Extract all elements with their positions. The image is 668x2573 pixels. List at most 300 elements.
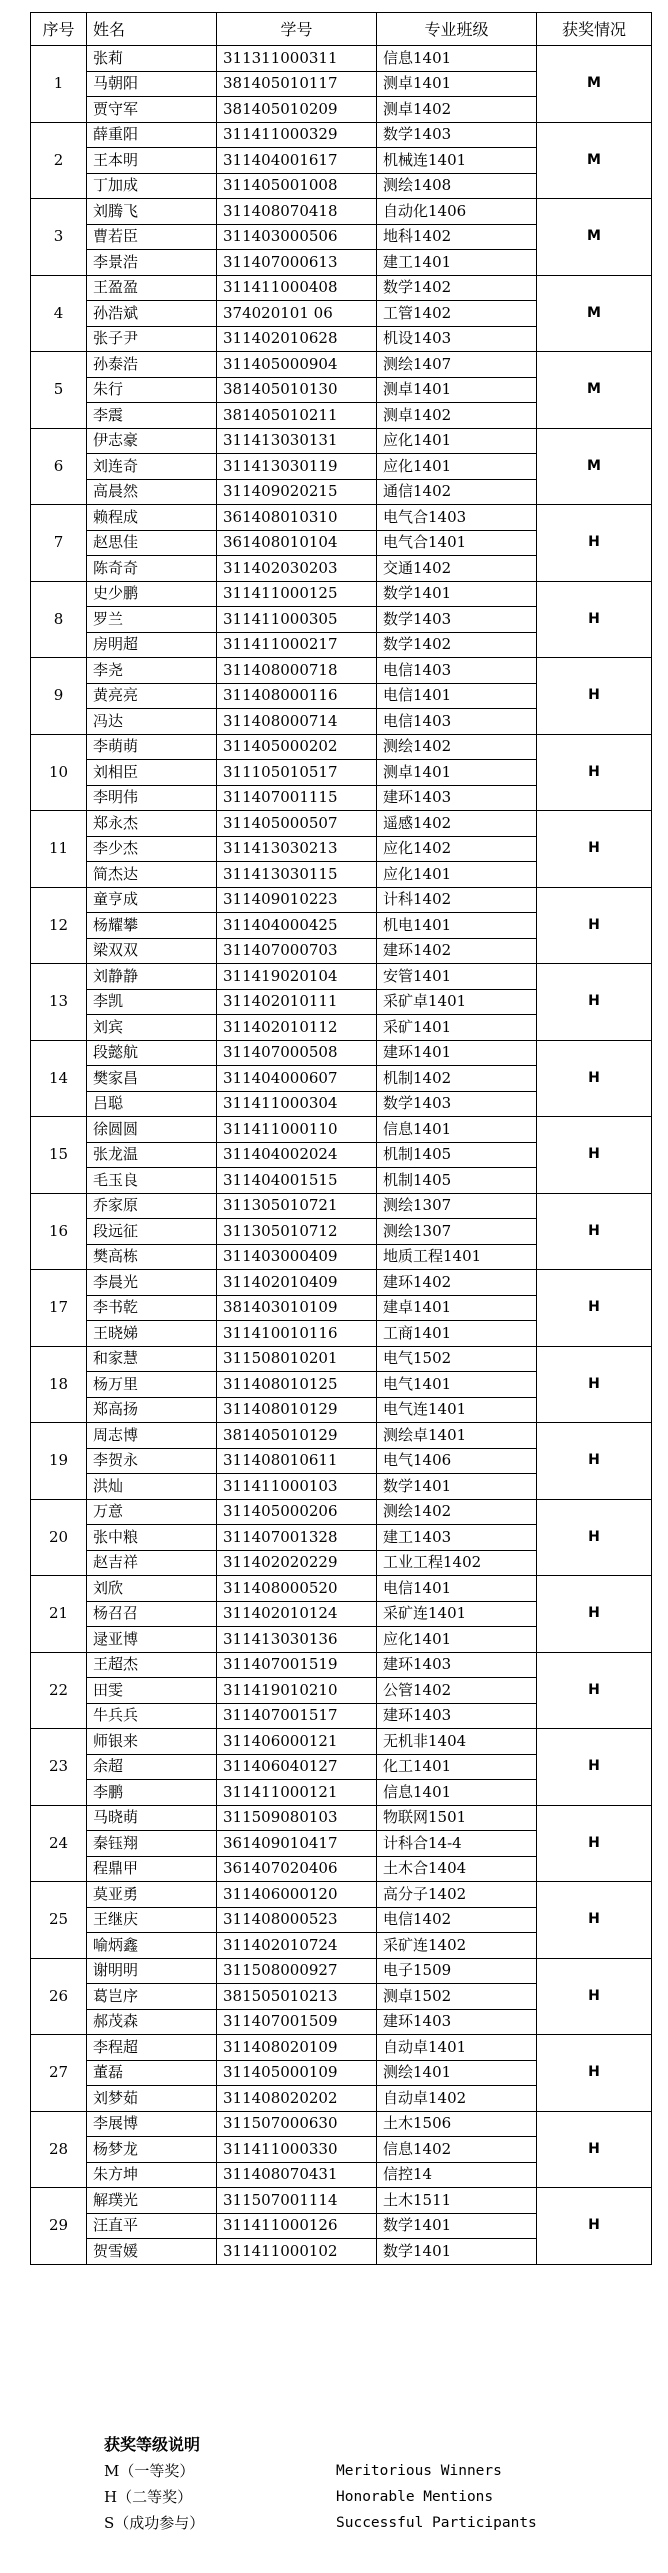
member-student-id: 311405000507 xyxy=(217,811,377,837)
member-student-id: 311402010124 xyxy=(217,1601,377,1627)
member-name: 周志博 xyxy=(87,1423,217,1449)
member-major-class: 建卓1401 xyxy=(377,1295,537,1321)
legend-code: S（成功参与） xyxy=(104,2514,205,2532)
team-index: 23 xyxy=(31,1729,87,1806)
member-name: 郑高扬 xyxy=(87,1397,217,1423)
member-major-class: 电信1403 xyxy=(377,658,537,684)
member-name: 李萌萌 xyxy=(87,734,217,760)
legend-item xyxy=(104,2510,644,2536)
member-major-class: 无机非1404 xyxy=(377,1729,537,1755)
member-name: 李书乾 xyxy=(87,1295,217,1321)
member-major-class: 测卓1502 xyxy=(377,1984,537,2010)
header-student-id: 学号 xyxy=(217,13,377,46)
member-major-class: 测绘卓1401 xyxy=(377,1423,537,1449)
member-name: 李尧 xyxy=(87,658,217,684)
member-student-id: 311402010409 xyxy=(217,1270,377,1296)
member-student-id: 311413030131 xyxy=(217,428,377,454)
member-name: 简杰达 xyxy=(87,862,217,888)
table-row xyxy=(31,46,652,72)
member-name: 罗兰 xyxy=(87,607,217,633)
member-major-class: 电信1402 xyxy=(377,1907,537,1933)
member-major-class: 电气合1401 xyxy=(377,530,537,556)
team-index: 9 xyxy=(31,658,87,735)
team-index: 28 xyxy=(31,2111,87,2188)
member-name: 吕聪 xyxy=(87,1091,217,1117)
member-major-class: 应化1401 xyxy=(377,428,537,454)
legend-item xyxy=(104,2458,644,2484)
table-row xyxy=(31,658,652,684)
team-award: M xyxy=(537,428,652,505)
team-award: H xyxy=(537,2188,652,2265)
member-name: 汪直平 xyxy=(87,2213,217,2239)
member-name: 莫亚勇 xyxy=(87,1882,217,1908)
member-major-class: 工商1401 xyxy=(377,1321,537,1347)
member-major-class: 建工1401 xyxy=(377,250,537,276)
member-student-id: 311403000506 xyxy=(217,224,377,250)
member-student-id: 311411000110 xyxy=(217,1117,377,1143)
team-award: M xyxy=(537,122,652,199)
table-row xyxy=(31,1346,652,1372)
member-name: 葛岂序 xyxy=(87,1984,217,2010)
member-name: 薛重阳 xyxy=(87,122,217,148)
member-major-class: 测卓1402 xyxy=(377,97,537,123)
member-student-id: 311408000116 xyxy=(217,683,377,709)
member-major-class: 电气合1403 xyxy=(377,505,537,531)
member-student-id: 311402010112 xyxy=(217,1015,377,1041)
table-row xyxy=(31,352,652,378)
header-row xyxy=(31,13,652,46)
member-student-id: 311408070418 xyxy=(217,199,377,225)
team-award: H xyxy=(537,1729,652,1806)
member-major-class: 机械连1401 xyxy=(377,148,537,174)
header-major-class: 专业班级 xyxy=(377,13,537,46)
member-name: 田雯 xyxy=(87,1678,217,1704)
member-major-class: 计科合14-4 xyxy=(377,1831,537,1857)
legend-code: H（二等奖） xyxy=(104,2488,193,2506)
member-major-class: 建环1403 xyxy=(377,1703,537,1729)
member-student-id: 311410010116 xyxy=(217,1321,377,1347)
member-major-class: 电信1403 xyxy=(377,709,537,735)
member-name: 乔家原 xyxy=(87,1193,217,1219)
member-major-class: 信息1402 xyxy=(377,2137,537,2163)
member-name: 张中粮 xyxy=(87,1525,217,1551)
member-name: 刘梦茹 xyxy=(87,2086,217,2112)
award-table xyxy=(30,12,652,2265)
team-index: 21 xyxy=(31,1576,87,1653)
member-student-id: 311508000927 xyxy=(217,1958,377,1984)
team-award: H xyxy=(537,964,652,1041)
member-name: 刘宾 xyxy=(87,1015,217,1041)
member-student-id: 311407001115 xyxy=(217,785,377,811)
member-student-id: 311403000409 xyxy=(217,1244,377,1270)
member-major-class: 数学1402 xyxy=(377,632,537,658)
member-major-class: 数学1403 xyxy=(377,1091,537,1117)
team-index: 29 xyxy=(31,2188,87,2265)
member-name: 房明超 xyxy=(87,632,217,658)
legend-title: 获奖等级说明 xyxy=(104,2435,201,2454)
table-row xyxy=(31,428,652,454)
member-name: 刘腾飞 xyxy=(87,199,217,225)
team-award: M xyxy=(537,199,652,276)
member-student-id: 311411000329 xyxy=(217,122,377,148)
team-award: H xyxy=(537,658,652,735)
member-major-class: 土木1511 xyxy=(377,2188,537,2214)
member-student-id: 311508010201 xyxy=(217,1346,377,1372)
table-row xyxy=(31,275,652,301)
member-name: 谢明明 xyxy=(87,1958,217,1984)
member-major-class: 电子1509 xyxy=(377,1958,537,1984)
table-row xyxy=(31,1270,652,1296)
member-name: 赵思佳 xyxy=(87,530,217,556)
member-student-id: 311407000613 xyxy=(217,250,377,276)
member-student-id: 374020101 06 xyxy=(217,301,377,327)
member-major-class: 自动卓1402 xyxy=(377,2086,537,2112)
team-index: 4 xyxy=(31,275,87,352)
team-index: 27 xyxy=(31,2035,87,2112)
member-name: 贾守军 xyxy=(87,97,217,123)
team-award: H xyxy=(537,1958,652,2035)
member-student-id: 311408000520 xyxy=(217,1576,377,1602)
member-student-id: 311408000718 xyxy=(217,658,377,684)
member-major-class: 建环1402 xyxy=(377,938,537,964)
team-index: 17 xyxy=(31,1270,87,1347)
member-student-id: 381405010129 xyxy=(217,1423,377,1449)
member-major-class: 测卓1402 xyxy=(377,403,537,429)
team-index: 3 xyxy=(31,199,87,276)
member-student-id: 311419020104 xyxy=(217,964,377,990)
table-row xyxy=(31,1882,652,1908)
member-student-id: 311409010223 xyxy=(217,887,377,913)
table-row xyxy=(31,1040,652,1066)
header-award: 获奖情况 xyxy=(537,13,652,46)
member-name: 洪灿 xyxy=(87,1474,217,1500)
member-student-id: 311411000330 xyxy=(217,2137,377,2163)
member-name: 李明伟 xyxy=(87,785,217,811)
member-student-id: 311405000206 xyxy=(217,1499,377,1525)
member-major-class: 测绘1402 xyxy=(377,1499,537,1525)
member-major-class: 应化1401 xyxy=(377,1627,537,1653)
member-name: 牛兵兵 xyxy=(87,1703,217,1729)
member-name: 张莉 xyxy=(87,46,217,72)
member-major-class: 测卓1401 xyxy=(377,760,537,786)
team-award: H xyxy=(537,1499,652,1576)
legend-english: Honorable Mentions xyxy=(336,2489,494,2505)
member-major-class: 工业工程1402 xyxy=(377,1550,537,1576)
award-legend xyxy=(104,2432,644,2536)
member-name: 李凯 xyxy=(87,989,217,1015)
team-index: 1 xyxy=(31,46,87,123)
member-student-id: 311311000311 xyxy=(217,46,377,72)
table-row xyxy=(31,1576,652,1602)
member-name: 王盈盈 xyxy=(87,275,217,301)
legend-item xyxy=(104,2484,644,2510)
member-major-class: 采矿1401 xyxy=(377,1015,537,1041)
member-name: 李晨光 xyxy=(87,1270,217,1296)
table-row xyxy=(31,2111,652,2137)
member-name: 杨梦龙 xyxy=(87,2137,217,2163)
team-award: M xyxy=(537,275,652,352)
member-major-class: 建环1403 xyxy=(377,785,537,811)
member-major-class: 数学1403 xyxy=(377,122,537,148)
member-major-class: 遥感1402 xyxy=(377,811,537,837)
member-major-class: 自动卓1401 xyxy=(377,2035,537,2061)
member-major-class: 计科1402 xyxy=(377,887,537,913)
member-major-class: 信息1401 xyxy=(377,1117,537,1143)
member-name: 程鼎甲 xyxy=(87,1856,217,1882)
member-major-class: 交通1402 xyxy=(377,556,537,582)
member-student-id: 311413030136 xyxy=(217,1627,377,1653)
member-name: 秦钰翔 xyxy=(87,1831,217,1857)
member-student-id: 311402010724 xyxy=(217,1933,377,1959)
member-student-id: 311407000703 xyxy=(217,938,377,964)
member-name: 赖程成 xyxy=(87,505,217,531)
member-major-class: 信息1401 xyxy=(377,1780,537,1806)
table-row xyxy=(31,1805,652,1831)
member-name: 毛玉良 xyxy=(87,1168,217,1194)
member-student-id: 311409020215 xyxy=(217,479,377,505)
member-major-class: 测卓1401 xyxy=(377,377,537,403)
member-student-id: 311411000102 xyxy=(217,2239,377,2265)
member-student-id: 381405010117 xyxy=(217,71,377,97)
member-name: 徐圆圆 xyxy=(87,1117,217,1143)
table-row xyxy=(31,1499,652,1525)
team-award: H xyxy=(537,2111,652,2188)
member-major-class: 数学1401 xyxy=(377,2213,537,2239)
member-student-id: 311507001114 xyxy=(217,2188,377,2214)
member-student-id: 311406000121 xyxy=(217,1729,377,1755)
team-index: 7 xyxy=(31,505,87,582)
member-name: 朱行 xyxy=(87,377,217,403)
member-major-class: 信息1401 xyxy=(377,46,537,72)
member-major-class: 测绘1402 xyxy=(377,734,537,760)
member-major-class: 机电1401 xyxy=(377,913,537,939)
team-award: H xyxy=(537,505,652,582)
member-student-id: 311408020109 xyxy=(217,2035,377,2061)
member-name: 丁加成 xyxy=(87,173,217,199)
member-name: 王本明 xyxy=(87,148,217,174)
member-name: 逯亚博 xyxy=(87,1627,217,1653)
member-name: 杨召召 xyxy=(87,1601,217,1627)
member-name: 董磊 xyxy=(87,2060,217,2086)
member-student-id: 361409010417 xyxy=(217,1831,377,1857)
member-student-id: 311406040127 xyxy=(217,1754,377,1780)
member-student-id: 311413030119 xyxy=(217,454,377,480)
table-row xyxy=(31,199,652,225)
team-index: 8 xyxy=(31,581,87,658)
team-award: H xyxy=(537,1882,652,1959)
member-major-class: 信控14 xyxy=(377,2162,537,2188)
member-name: 冯达 xyxy=(87,709,217,735)
member-name: 段懿航 xyxy=(87,1040,217,1066)
table-row xyxy=(31,1117,652,1143)
member-student-id: 311407001517 xyxy=(217,1703,377,1729)
member-student-id: 311509080103 xyxy=(217,1805,377,1831)
member-major-class: 机制1402 xyxy=(377,1066,537,1092)
member-student-id: 311411000103 xyxy=(217,1474,377,1500)
member-student-id: 361407020406 xyxy=(217,1856,377,1882)
table-row xyxy=(31,581,652,607)
member-major-class: 土木1506 xyxy=(377,2111,537,2137)
member-name: 王超杰 xyxy=(87,1652,217,1678)
member-name: 李展博 xyxy=(87,2111,217,2137)
team-index: 12 xyxy=(31,887,87,964)
member-major-class: 数学1401 xyxy=(377,581,537,607)
member-name: 刘静静 xyxy=(87,964,217,990)
member-student-id: 311507000630 xyxy=(217,2111,377,2137)
member-major-class: 测绘1307 xyxy=(377,1193,537,1219)
team-award: H xyxy=(537,734,652,811)
member-name: 刘欣 xyxy=(87,1576,217,1602)
member-student-id: 311405000109 xyxy=(217,2060,377,2086)
member-major-class: 地质工程1401 xyxy=(377,1244,537,1270)
member-student-id: 311404000607 xyxy=(217,1066,377,1092)
member-major-class: 通信1402 xyxy=(377,479,537,505)
member-student-id: 311405000904 xyxy=(217,352,377,378)
team-index: 2 xyxy=(31,122,87,199)
member-major-class: 电气1502 xyxy=(377,1346,537,1372)
member-name: 张龙温 xyxy=(87,1142,217,1168)
legend-english: Successful Participants xyxy=(336,2515,537,2531)
member-name: 樊家昌 xyxy=(87,1066,217,1092)
member-student-id: 311407001509 xyxy=(217,2009,377,2035)
member-major-class: 建环1402 xyxy=(377,1270,537,1296)
member-name: 和家慧 xyxy=(87,1346,217,1372)
member-name: 马朝阳 xyxy=(87,71,217,97)
member-student-id: 311411000126 xyxy=(217,2213,377,2239)
member-name: 赵吉祥 xyxy=(87,1550,217,1576)
member-major-class: 建环1403 xyxy=(377,1652,537,1678)
member-name: 童亨成 xyxy=(87,887,217,913)
member-major-class: 测绘1407 xyxy=(377,352,537,378)
team-index: 15 xyxy=(31,1117,87,1194)
team-award: H xyxy=(537,1576,652,1653)
member-student-id: 311405001008 xyxy=(217,173,377,199)
member-student-id: 311305010721 xyxy=(217,1193,377,1219)
member-student-id: 311419010210 xyxy=(217,1678,377,1704)
member-student-id: 311402020229 xyxy=(217,1550,377,1576)
team-award: H xyxy=(537,887,652,964)
member-name: 郑永杰 xyxy=(87,811,217,837)
member-student-id: 311105010517 xyxy=(217,760,377,786)
team-award: H xyxy=(537,1652,652,1729)
member-major-class: 土木合1404 xyxy=(377,1856,537,1882)
member-name: 高晨然 xyxy=(87,479,217,505)
member-student-id: 311413030213 xyxy=(217,836,377,862)
member-name: 郝茂森 xyxy=(87,2009,217,2035)
member-name: 张子尹 xyxy=(87,326,217,352)
team-index: 25 xyxy=(31,1882,87,1959)
member-major-class: 公管1402 xyxy=(377,1678,537,1704)
member-name: 杨耀攀 xyxy=(87,913,217,939)
member-major-class: 采矿连1401 xyxy=(377,1601,537,1627)
member-student-id: 311402030203 xyxy=(217,556,377,582)
table-row xyxy=(31,1423,652,1449)
team-index: 16 xyxy=(31,1193,87,1270)
member-name: 刘相臣 xyxy=(87,760,217,786)
team-award: H xyxy=(537,2035,652,2112)
team-index: 19 xyxy=(31,1423,87,1500)
member-major-class: 数学1401 xyxy=(377,1474,537,1500)
member-name: 万意 xyxy=(87,1499,217,1525)
team-index: 20 xyxy=(31,1499,87,1576)
team-award: M xyxy=(537,46,652,123)
member-student-id: 361408010310 xyxy=(217,505,377,531)
team-index: 24 xyxy=(31,1805,87,1882)
team-award: H xyxy=(537,1117,652,1194)
team-index: 14 xyxy=(31,1040,87,1117)
member-major-class: 测绘1307 xyxy=(377,1219,537,1245)
member-name: 李少杰 xyxy=(87,836,217,862)
member-student-id: 311411000305 xyxy=(217,607,377,633)
member-student-id: 311404000425 xyxy=(217,913,377,939)
member-major-class: 自动化1406 xyxy=(377,199,537,225)
member-student-id: 311408070431 xyxy=(217,2162,377,2188)
team-award: H xyxy=(537,1040,652,1117)
member-student-id: 311402010628 xyxy=(217,326,377,352)
member-name: 李震 xyxy=(87,403,217,429)
member-name: 解璞光 xyxy=(87,2188,217,2214)
table-row xyxy=(31,964,652,990)
member-name: 李鹏 xyxy=(87,1780,217,1806)
table-row xyxy=(31,1652,652,1678)
member-major-class: 物联网1501 xyxy=(377,1805,537,1831)
member-student-id: 311411000217 xyxy=(217,632,377,658)
member-student-id: 311413030115 xyxy=(217,862,377,888)
member-student-id: 381405010211 xyxy=(217,403,377,429)
table-row xyxy=(31,734,652,760)
table-row xyxy=(31,2188,652,2214)
member-name: 王晓娣 xyxy=(87,1321,217,1347)
member-major-class: 应化1401 xyxy=(377,454,537,480)
team-index: 6 xyxy=(31,428,87,505)
member-student-id: 381505010213 xyxy=(217,1984,377,2010)
member-name: 樊高栋 xyxy=(87,1244,217,1270)
header-name: 姓名 xyxy=(87,13,217,46)
member-student-id: 311407001328 xyxy=(217,1525,377,1551)
member-name: 伊志豪 xyxy=(87,428,217,454)
member-student-id: 311404001617 xyxy=(217,148,377,174)
member-student-id: 311404001515 xyxy=(217,1168,377,1194)
member-major-class: 应化1402 xyxy=(377,836,537,862)
member-student-id: 311411000304 xyxy=(217,1091,377,1117)
member-name: 黄亮亮 xyxy=(87,683,217,709)
member-major-class: 机制1405 xyxy=(377,1142,537,1168)
team-award: H xyxy=(537,1805,652,1882)
member-name: 李景浩 xyxy=(87,250,217,276)
team-index: 11 xyxy=(31,811,87,888)
member-major-class: 采矿卓1401 xyxy=(377,989,537,1015)
member-major-class: 电气1401 xyxy=(377,1372,537,1398)
table-row xyxy=(31,887,652,913)
member-student-id: 311407001519 xyxy=(217,1652,377,1678)
member-student-id: 311408010129 xyxy=(217,1397,377,1423)
member-student-id: 311406000120 xyxy=(217,1882,377,1908)
member-major-class: 安管1401 xyxy=(377,964,537,990)
member-student-id: 381405010130 xyxy=(217,377,377,403)
member-major-class: 测绘1408 xyxy=(377,173,537,199)
member-student-id: 311411000125 xyxy=(217,581,377,607)
member-student-id: 311402010111 xyxy=(217,989,377,1015)
member-name: 杨万里 xyxy=(87,1372,217,1398)
header-index: 序号 xyxy=(31,13,87,46)
member-student-id: 311411000408 xyxy=(217,275,377,301)
team-index: 10 xyxy=(31,734,87,811)
member-name: 曹若臣 xyxy=(87,224,217,250)
member-name: 余超 xyxy=(87,1754,217,1780)
member-student-id: 311408020202 xyxy=(217,2086,377,2112)
team-award: H xyxy=(537,811,652,888)
member-student-id: 311408000523 xyxy=(217,1907,377,1933)
